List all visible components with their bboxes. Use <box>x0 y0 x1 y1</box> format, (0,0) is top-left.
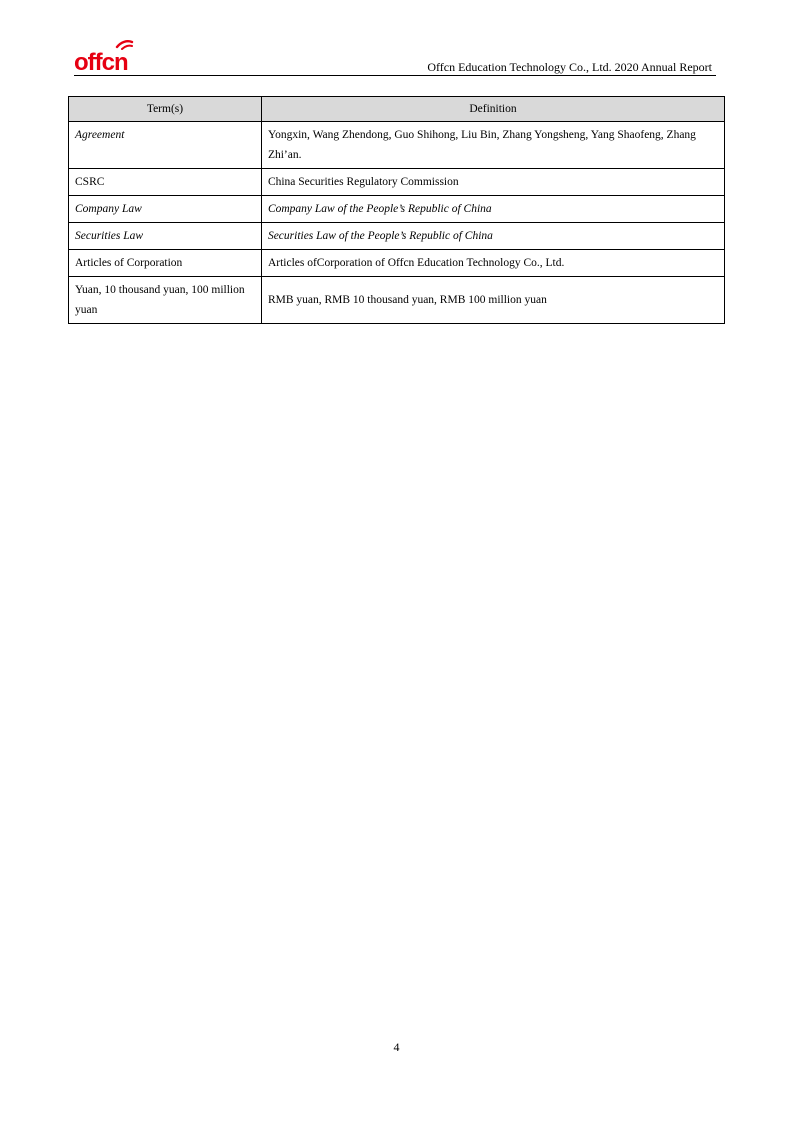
header-rule <box>74 75 716 76</box>
definitions-table <box>68 96 725 324</box>
header-term: Term(s) <box>69 97 262 122</box>
table-row <box>69 196 725 223</box>
offcn-logo <box>74 40 136 74</box>
report-title: Offcn Education Technology Co., Ltd. 2020 Annual Report <box>427 60 712 74</box>
table-row <box>69 277 725 324</box>
term-cell: Yuan, 10 thousand yuan, 100 million yuan <box>69 277 262 324</box>
page-number: 4 <box>393 1040 400 1054</box>
table-row <box>69 122 725 169</box>
term-cell: Securities Law <box>69 223 262 250</box>
page-header <box>74 38 716 76</box>
term-cell: Agreement <box>69 122 262 169</box>
logo-text: offcn <box>74 49 128 74</box>
term-cell: Company Law <box>69 196 262 223</box>
definition-cell: Articles ofCorporation of Offcn Education Technology Co., Ltd. <box>261 250 724 277</box>
term-cell: CSRC <box>69 169 262 196</box>
table-row <box>69 223 725 250</box>
header-definition: Definition <box>261 97 724 122</box>
definition-cell: Yongxin, Wang Zhendong, Guo Shihong, Liu Bin, Zhang Yongsheng, Yang Shaofeng, Zhang Zhi’an. <box>261 122 724 169</box>
definition-cell: RMB yuan, RMB 10 thousand yuan, RMB 100 million yuan <box>261 277 724 324</box>
table-header-row <box>69 97 725 122</box>
table-row <box>69 169 725 196</box>
definition-cell: Securities Law of the People’s Republic of China <box>261 223 724 250</box>
term-cell: Articles of Corporation <box>69 250 262 277</box>
table-row <box>69 250 725 277</box>
definition-cell: Company Law of the People’s Republic of China <box>261 196 724 223</box>
definition-cell: China Securities Regulatory Commission <box>261 169 724 196</box>
